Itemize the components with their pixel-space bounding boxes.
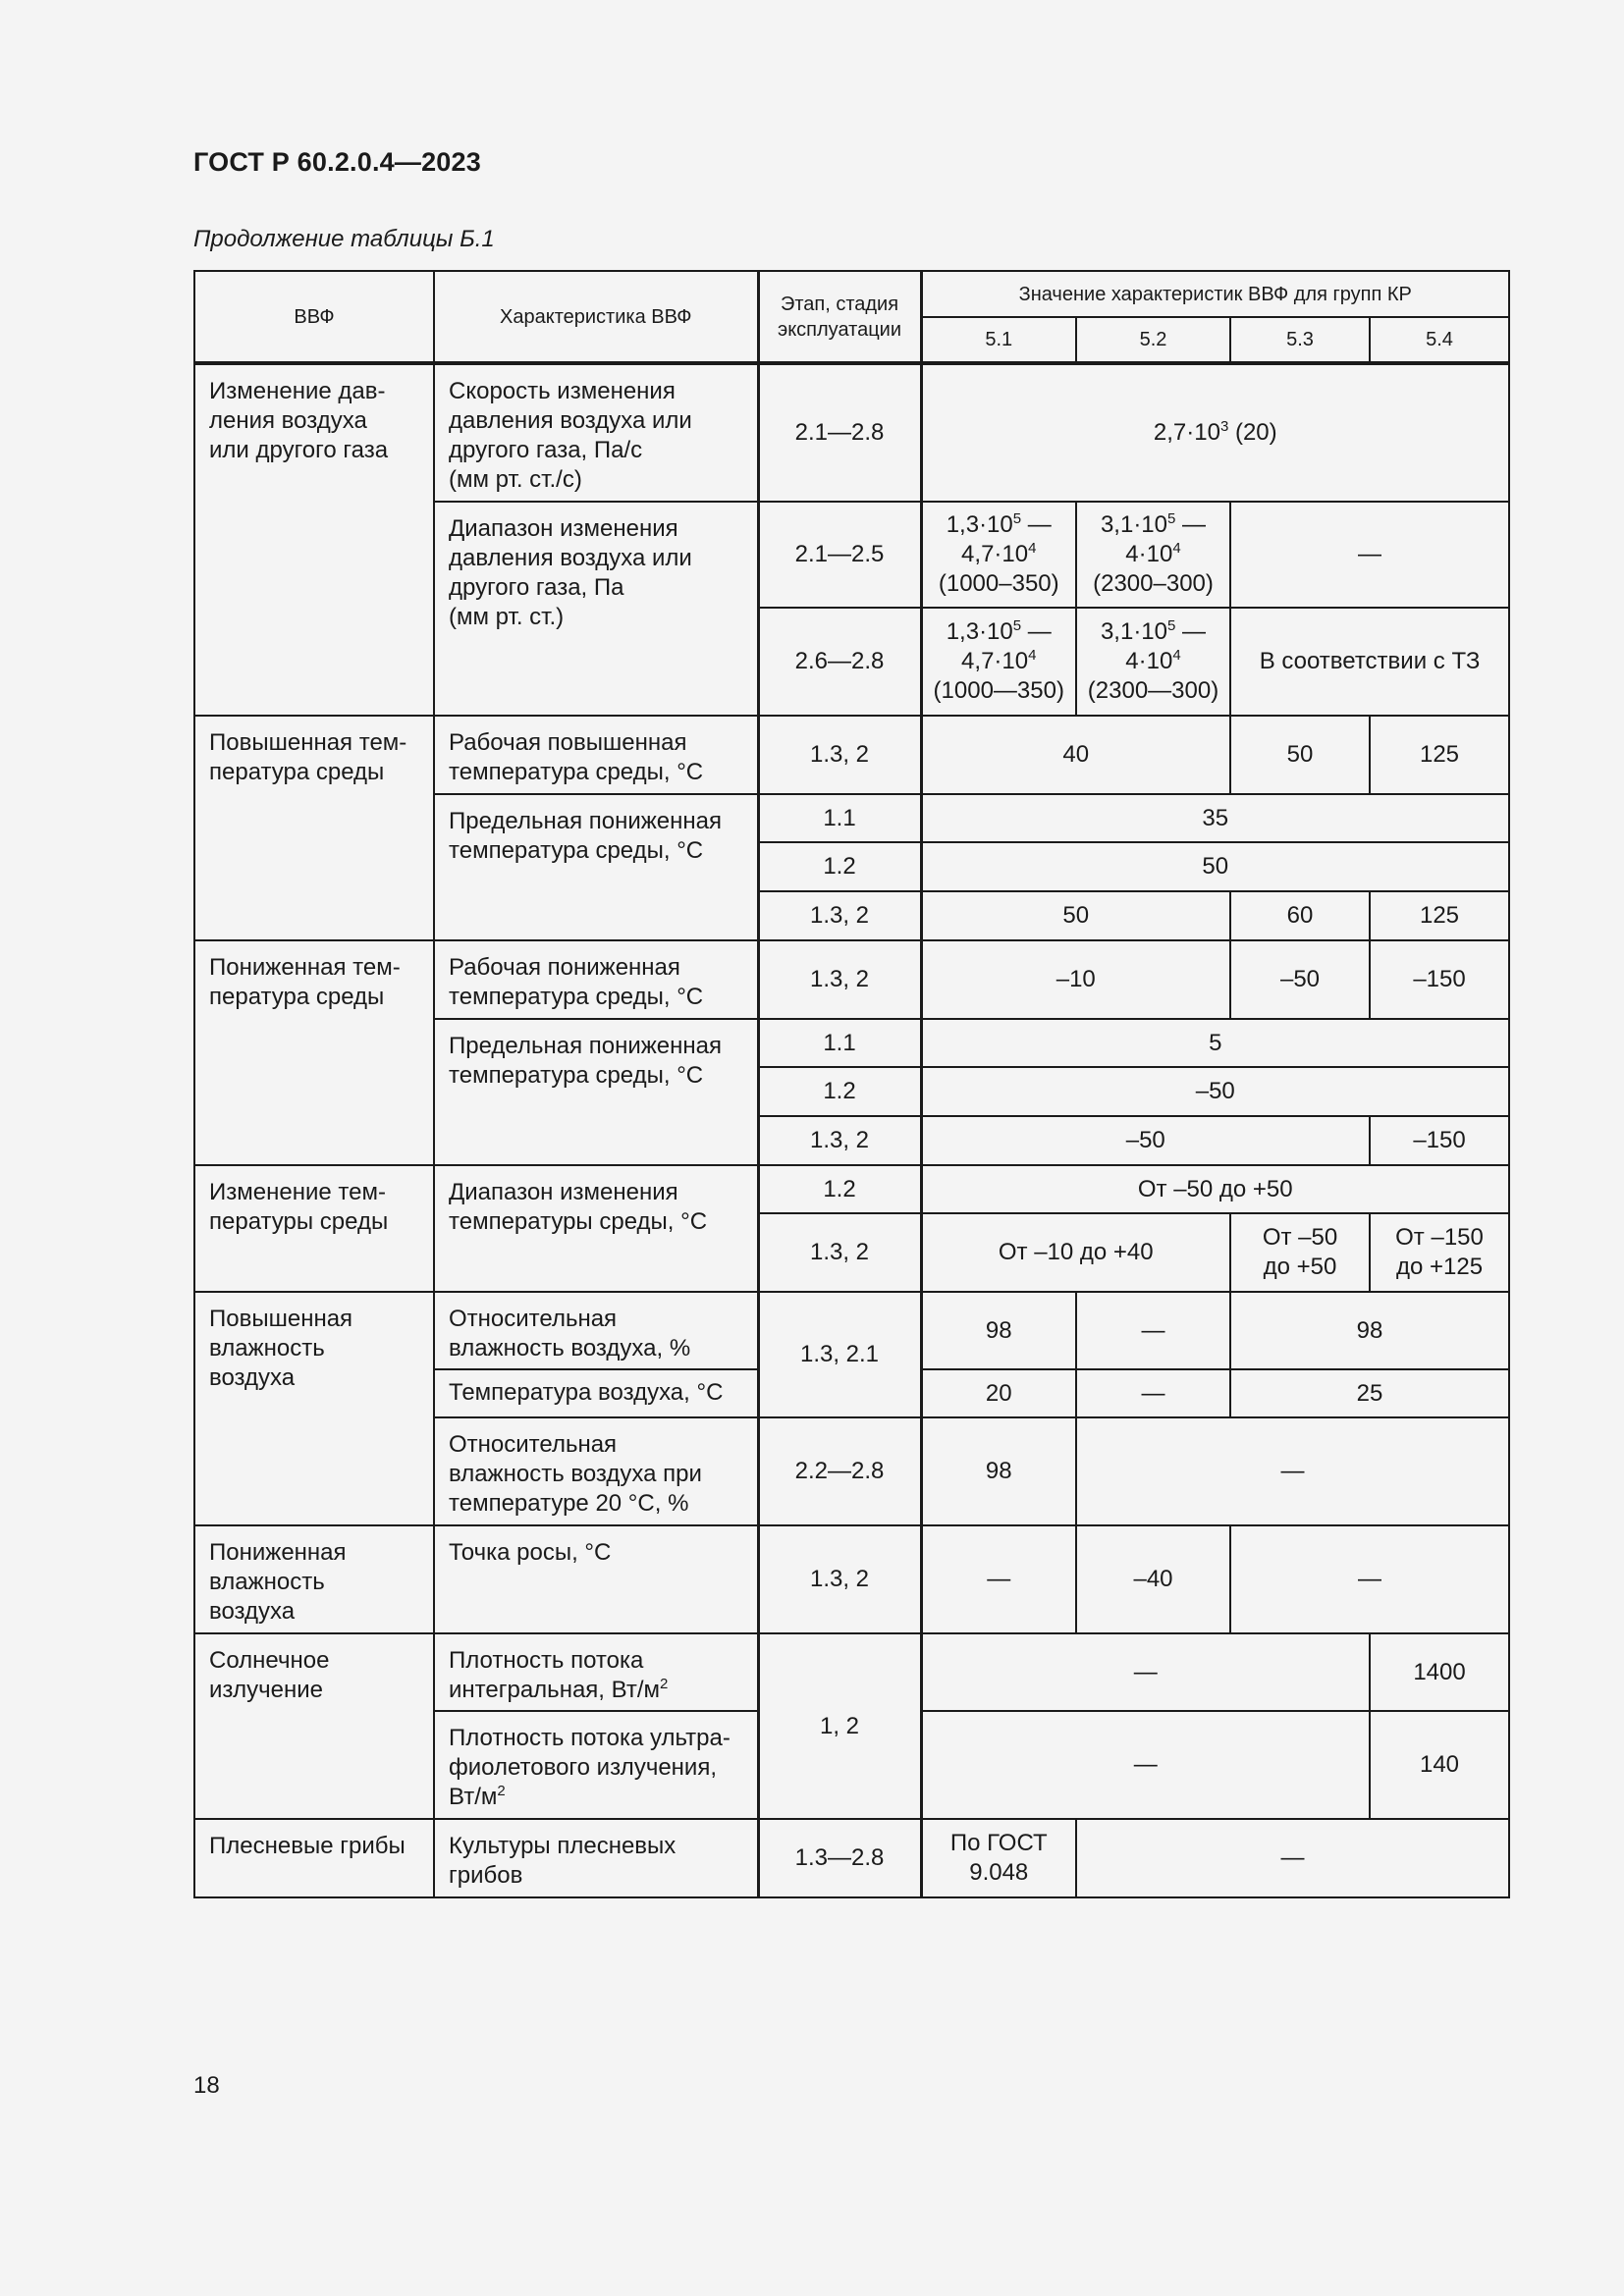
value-cell: — <box>1076 1819 1509 1897</box>
characteristic-cell: Плотность потока ультра- фиолетового излучения, $Вт/м^2$ <box>434 1711 758 1819</box>
stage-cell: 1.3, 2 <box>758 891 921 940</box>
characteristic-cell: Предельная пониженная температура среды, °С <box>434 794 758 940</box>
stage-cell: 2.1—2.8 <box>758 363 921 502</box>
value-cell: — <box>1076 1417 1509 1525</box>
value-cell: –50 <box>921 1067 1509 1116</box>
value-cell: –10 <box>921 940 1230 1019</box>
characteristic-cell: Предельная пониженная температура среды, °С <box>434 1019 758 1165</box>
header-stage: Этап, стадия эксплуатации <box>758 271 921 363</box>
value-cell: 50 <box>1230 716 1370 794</box>
value-cell: –40 <box>1076 1525 1230 1633</box>
stage-cell: 1.1 <box>758 1019 921 1067</box>
characteristic-cell: Диапазон изменения давления воздуха или другого газа, Па (мм рт. ст.) <box>434 502 758 716</box>
characteristic-cell: Культуры плесневых грибов <box>434 1819 758 1897</box>
header-group-5-2: 5.2 <box>1076 317 1230 363</box>
value-cell: 50 <box>921 842 1509 891</box>
table-row <box>194 363 1509 502</box>
value-cell: 25 <box>1230 1369 1509 1417</box>
value-cell: В соответствии с ТЗ <box>1230 608 1509 716</box>
vvf-cell: Изменение тем- пературы среды <box>194 1165 434 1292</box>
stage-cell: 1.2 <box>758 842 921 891</box>
value-cell: От –50 до +50 <box>1230 1213 1370 1292</box>
stage-cell: 2.1—2.5 <box>758 502 921 608</box>
value-cell: 140 <box>1370 1711 1509 1819</box>
document-title: ГОСТ Р 60.2.0.4—2023 <box>193 147 481 177</box>
vvf-cell: Пониженная тем- пература среды <box>194 940 434 1165</box>
value-cell: 40 <box>921 716 1230 794</box>
value-cell: 35 <box>921 794 1509 842</box>
vvf-cell: Изменение дав- ления воздуха или другого газа <box>194 363 434 716</box>
stage-cell: 1.3—2.8 <box>758 1819 921 1897</box>
table-row <box>194 1165 1509 1213</box>
table-row <box>194 1819 1509 1897</box>
value-cell: — <box>1076 1292 1230 1369</box>
header-group-5-3: 5.3 <box>1230 317 1370 363</box>
stage-cell: 1.3, 2 <box>758 716 921 794</box>
header-values: Значение характеристик ВВФ для групп КР <box>921 271 1509 317</box>
value-cell: –150 <box>1370 1116 1509 1165</box>
characteristic-cell: Диапазон изменения температуры среды, °С <box>434 1165 758 1292</box>
stage-cell: 2.2—2.8 <box>758 1417 921 1525</box>
characteristic-cell: Скорость изменения давления воздуха или другого газа, Па/с (мм рт. ст./с) <box>434 363 758 502</box>
value-cell: 98 <box>1230 1292 1509 1369</box>
stage-cell: 1.3, 2 <box>758 1213 921 1292</box>
value-cell: –50 <box>921 1116 1370 1165</box>
value-cell: — <box>921 1633 1370 1711</box>
value-cell: 125 <box>1370 891 1509 940</box>
value-cell: 20 <box>921 1369 1076 1417</box>
stage-cell: 1.2 <box>758 1165 921 1213</box>
stage-cell: 2.6—2.8 <box>758 608 921 716</box>
characteristic-cell: Относительная влажность воздуха, % <box>434 1292 758 1369</box>
value-cell: По ГОСТ 9.048 <box>921 1819 1076 1897</box>
value-cell: $3,1\cdot 10^5$ — $4\cdot 10^4$ (2300–300) <box>1076 502 1230 608</box>
table-row <box>194 940 1509 1019</box>
table-caption: Продолжение таблицы Б.1 <box>193 226 495 252</box>
value-cell: — <box>921 1711 1370 1819</box>
page-number: 18 <box>193 2072 220 2099</box>
value-cell: $2,7\cdot 10^3$ (20) <box>921 363 1509 502</box>
stage-cell: 1.2 <box>758 1067 921 1116</box>
stage-cell: 1.3, 2 <box>758 1525 921 1633</box>
value-cell: 1400 <box>1370 1633 1509 1711</box>
stage-cell: 1.1 <box>758 794 921 842</box>
value-cell: — <box>1230 1525 1509 1633</box>
characteristic-cell: Плотность потока интегральная, $Вт/м^2$ <box>434 1633 758 1711</box>
characteristic-cell: Температура воздуха, °С <box>434 1369 758 1417</box>
header-vvf: ВВФ <box>194 271 434 363</box>
value-cell: $1,3\cdot 10^5$ — $4,7\cdot 10^4$ (1000—350) <box>921 608 1076 716</box>
characteristic-cell: Относительная влажность воздуха при температуре 20 °С, % <box>434 1417 758 1525</box>
vvf-cell: Солнечное излучение <box>194 1633 434 1819</box>
value-cell: 98 <box>921 1417 1076 1525</box>
value-cell: — <box>921 1525 1076 1633</box>
stage-cell: 1.3, 2.1 <box>758 1292 921 1417</box>
value-cell: 125 <box>1370 716 1509 794</box>
vvf-cell: Плесневые грибы <box>194 1819 434 1897</box>
table-row <box>194 716 1509 794</box>
value-cell: 60 <box>1230 891 1370 940</box>
header-group-5-4: 5.4 <box>1370 317 1509 363</box>
value-cell: От –10 до +40 <box>921 1213 1230 1292</box>
characteristic-cell: Рабочая пониженная температура среды, °С <box>434 940 758 1019</box>
stage-cell: 1.3, 2 <box>758 940 921 1019</box>
value-cell: 98 <box>921 1292 1076 1369</box>
vvf-cell: Повышенная влажность воздуха <box>194 1292 434 1525</box>
stage-cell: 1.3, 2 <box>758 1116 921 1165</box>
value-cell: $1,3\cdot 10^5$ — $4,7\cdot 10^4$ (1000–350) <box>921 502 1076 608</box>
characteristic-cell: Точка росы, °С <box>434 1525 758 1633</box>
stage-cell: 1, 2 <box>758 1633 921 1819</box>
characteristic-cell: Рабочая повышенная температура среды, °С <box>434 716 758 794</box>
value-cell: — <box>1230 502 1509 608</box>
header-group-5-1: 5.1 <box>921 317 1076 363</box>
vvf-cell: Повышенная тем- пература среды <box>194 716 434 940</box>
table-row <box>194 1292 1509 1369</box>
table-row <box>194 1525 1509 1633</box>
value-cell: 50 <box>921 891 1230 940</box>
value-cell: От –50 до +50 <box>921 1165 1509 1213</box>
table-row <box>194 1633 1509 1711</box>
value-cell: — <box>1076 1369 1230 1417</box>
value-cell: 5 <box>921 1019 1509 1067</box>
value-cell: –150 <box>1370 940 1509 1019</box>
characteristics-table <box>193 270 1510 1898</box>
value-cell: –50 <box>1230 940 1370 1019</box>
vvf-cell: Пониженная влажность воздуха <box>194 1525 434 1633</box>
value-cell: $3,1\cdot 10^5$ — $4\cdot 10^4$ (2300—300) <box>1076 608 1230 716</box>
value-cell: От –150 до +125 <box>1370 1213 1509 1292</box>
header-characteristic: Характеристика ВВФ <box>434 271 758 363</box>
